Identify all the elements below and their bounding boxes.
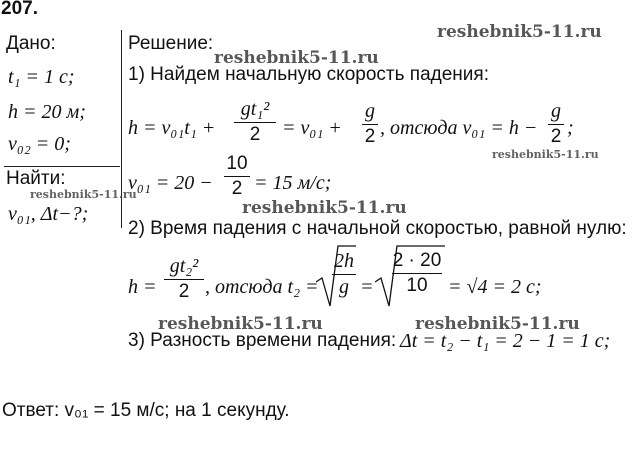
eq3-sqrt2-fraction xyxy=(392,250,442,297)
given-line-2: h = 20 м; xyxy=(8,101,86,123)
step3-text: 3) Разность времени падения: xyxy=(128,330,397,351)
eq1-part-c: , отсюда v₀₁ = h − xyxy=(380,117,538,139)
find-line: v₀₁, Δt−?; xyxy=(8,203,89,225)
eq1-part-a: h = v₀₁t₁ + xyxy=(128,117,216,139)
eq1-fraction-2 xyxy=(362,100,378,148)
eq1-fraction-1 xyxy=(234,98,276,146)
eq1-frac3-den: 2 xyxy=(550,126,562,147)
eq2-frac-num: 10 xyxy=(226,153,248,174)
eq1-frac1-den: 2 xyxy=(249,124,261,145)
eq3-frac-num: gt₂² xyxy=(169,255,199,277)
eq3-sqrt2-den: 10 xyxy=(406,275,428,296)
given-line-1: t₁ = 1 с; xyxy=(8,66,75,88)
watermark: reshebnik5-11.ru xyxy=(214,48,379,68)
eq1-frac3-num: g xyxy=(551,100,561,122)
eq3-part-c: = √4 = 2 с; xyxy=(448,276,542,298)
eq4: Δt = t₂ − t₁ = 2 − 1 = 1 с; xyxy=(400,330,611,352)
eq3-sqrt1-fraction xyxy=(332,250,356,299)
eq1-frac2-num: g xyxy=(365,100,375,122)
eq2-part-a: v₀₁ = 20 − xyxy=(128,172,213,194)
step2-text: 2) Время падения с начальной скоростью, равной нулю: xyxy=(128,218,627,239)
eq3-part-b: , отсюда t₂ = xyxy=(205,276,319,298)
watermark: reshebnik5-11.ru xyxy=(30,188,137,201)
watermark: reshebnik5-11.ru xyxy=(242,198,407,218)
eq3-sqrt1-den: g xyxy=(339,276,349,298)
eq1-fraction-3 xyxy=(548,100,564,148)
eq1-part-b: = v₀₁ + xyxy=(282,117,342,139)
problem-number: 207. xyxy=(1,0,38,19)
answer-line: Ответ: v₀₁ = 15 м/с; на 1 секунду. xyxy=(2,400,290,421)
find-header: Найти: xyxy=(6,168,66,189)
eq2-fraction xyxy=(224,153,250,200)
eq1-end: ; xyxy=(567,117,574,139)
eq3-sqrt2-num: 2 · 20 xyxy=(392,250,442,271)
eq3-part-a: h = xyxy=(128,276,157,298)
eq2-frac-den: 2 xyxy=(231,178,243,199)
eq2-part-b: = 15 м/с; xyxy=(254,172,332,194)
watermark: reshebnik5-11.ru xyxy=(158,314,323,334)
eq1-frac1-num: gt₁² xyxy=(240,98,270,120)
eq1-frac2-den: 2 xyxy=(364,126,376,147)
eq3-frac-den: 2 xyxy=(178,281,190,302)
given-header: Дано: xyxy=(6,33,56,54)
given-line-3: v₀₂ = 0; xyxy=(8,133,71,155)
eq3-sqrt1-num: 2h xyxy=(334,250,354,272)
given-separator xyxy=(4,166,120,167)
watermark: reshebnik5-11.ru xyxy=(437,22,602,42)
watermark: reshebnik5-11.ru xyxy=(415,314,580,334)
step1-text: 1) Найдем начальную скорость падения: xyxy=(128,64,489,85)
eq3-equals: = xyxy=(360,276,374,298)
eq3-fraction xyxy=(164,255,204,303)
solution-header: Решение: xyxy=(128,33,214,54)
watermark: reshebnik5-11.ru xyxy=(492,148,599,161)
